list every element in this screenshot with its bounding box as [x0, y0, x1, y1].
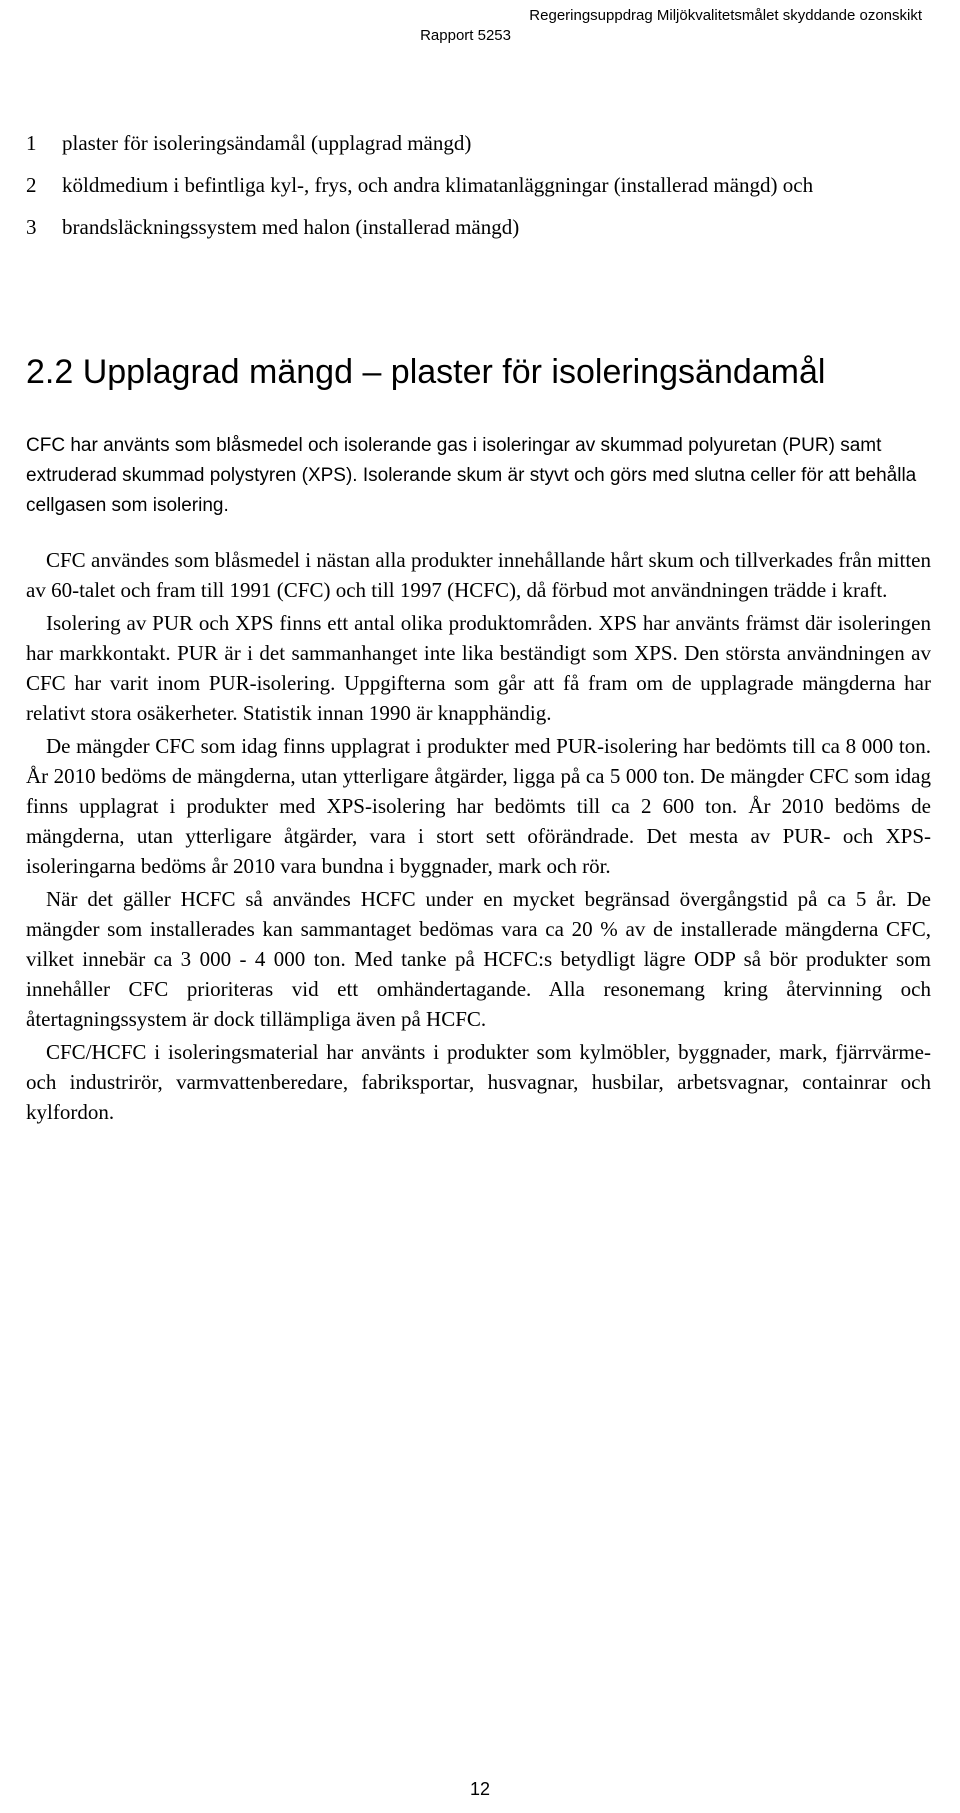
list-item — [26, 128, 926, 158]
list-item-number: 1 — [26, 131, 37, 155]
paragraph: CFC/HCFC i isoleringsmaterial har använts i produkter som kylmöbler, byggnader, mark, fjärrvärme- och industrirör, varmvattenberedare, fabriksportar, husvagnar, husbilar, arbetsvagnar, containrar och kylfordon. — [26, 1040, 931, 1124]
list-item-number: 2 — [26, 173, 37, 197]
list-item — [26, 170, 926, 200]
list-item-text: plaster för isoleringsändamål (upplagrad mängd) — [62, 131, 472, 155]
numbered-list — [26, 128, 926, 254]
page-number: 12 — [469, 1779, 491, 1799]
list-item-text: brandsläckningssystem med halon (installerad mängd) — [62, 215, 520, 239]
list-item-text: köldmedium i befintliga kyl-, frys, och andra klimatanläggningar (installerad mängd) och — [62, 173, 814, 197]
list-item — [26, 212, 926, 242]
paragraph: När det gäller HCFC så användes HCFC under en mycket begränsad övergångstid på ca 5 år. De mängder som installerades kan sammantaget bedömas vara ca 20 % av de installerade mängderna CFC, vilket innebär ca 3 000 - 4 000 ton. Med tanke på HCFC:s betydligt lägre ODP så bör produkter som innehåller CFC prioriteras vid ett omhändertagande. Alla resonemang kring återvinning och återtagningssystem är dock tillämpliga även på HCFC. — [26, 887, 931, 1031]
report-title: Regeringsuppdrag Miljökvalitetsmålet skyddande ozonskikt — [529, 7, 922, 24]
report-number: Rapport 5253 — [420, 27, 511, 44]
paragraph: De mängder CFC som idag finns upplagrat i produkter med PUR-isolering har bedömts till ca 8 000 ton. År 2010 bedöms de mängderna, utan ytterligare åtgärder, ligga på ca 5 000 ton. De mängder CFC som idag finns upplagrat i produkter med XPS-isolering har bedömts till ca 2 600 ton. År 2010 bedöms de mängderna, utan ytterligare åtgärder, vara i stort sett oförändrade. Det mesta av PUR- och XPS-isoleringarna bedöms år 2010 vara bundna i byggnader, mark och rör. — [26, 734, 931, 878]
intro-paragraph: CFC har använts som blåsmedel och isolerande gas i isoleringar av skummad polyuretan (PUR) samt extruderad skummad polystyren (XPS). Isolerande skum är styvt och görs med slutna celler för att behålla cellgasen som isolering. — [26, 435, 917, 516]
paragraph: CFC användes som blåsmedel i nästan alla produkter innehållande hårt skum och tillverkades från mitten av 60-talet och fram till 1991 (CFC) och till 1997 (HCFC), då förbud mot användningen trädde i kraft. — [26, 548, 931, 602]
paragraph: Isolering av PUR och XPS finns ett antal olika produktområden. XPS har använts främst där isoleringen har markkontakt. PUR är i det sammanhanget inte lika beständigt som XPS. Den största användningen av CFC har varit inom PUR-isolering. Uppgifterna som går att få fram om de upplagrade mängderna har relativt stora osäkerheter. Statistik innan 1990 är knapphändig. — [26, 611, 931, 725]
section-heading: 2.2 Upplagrad mängd – plaster för isoleringsändamål — [26, 353, 826, 391]
page-header — [0, 6, 960, 46]
list-item-number: 3 — [26, 215, 37, 239]
body-text — [26, 545, 931, 1130]
